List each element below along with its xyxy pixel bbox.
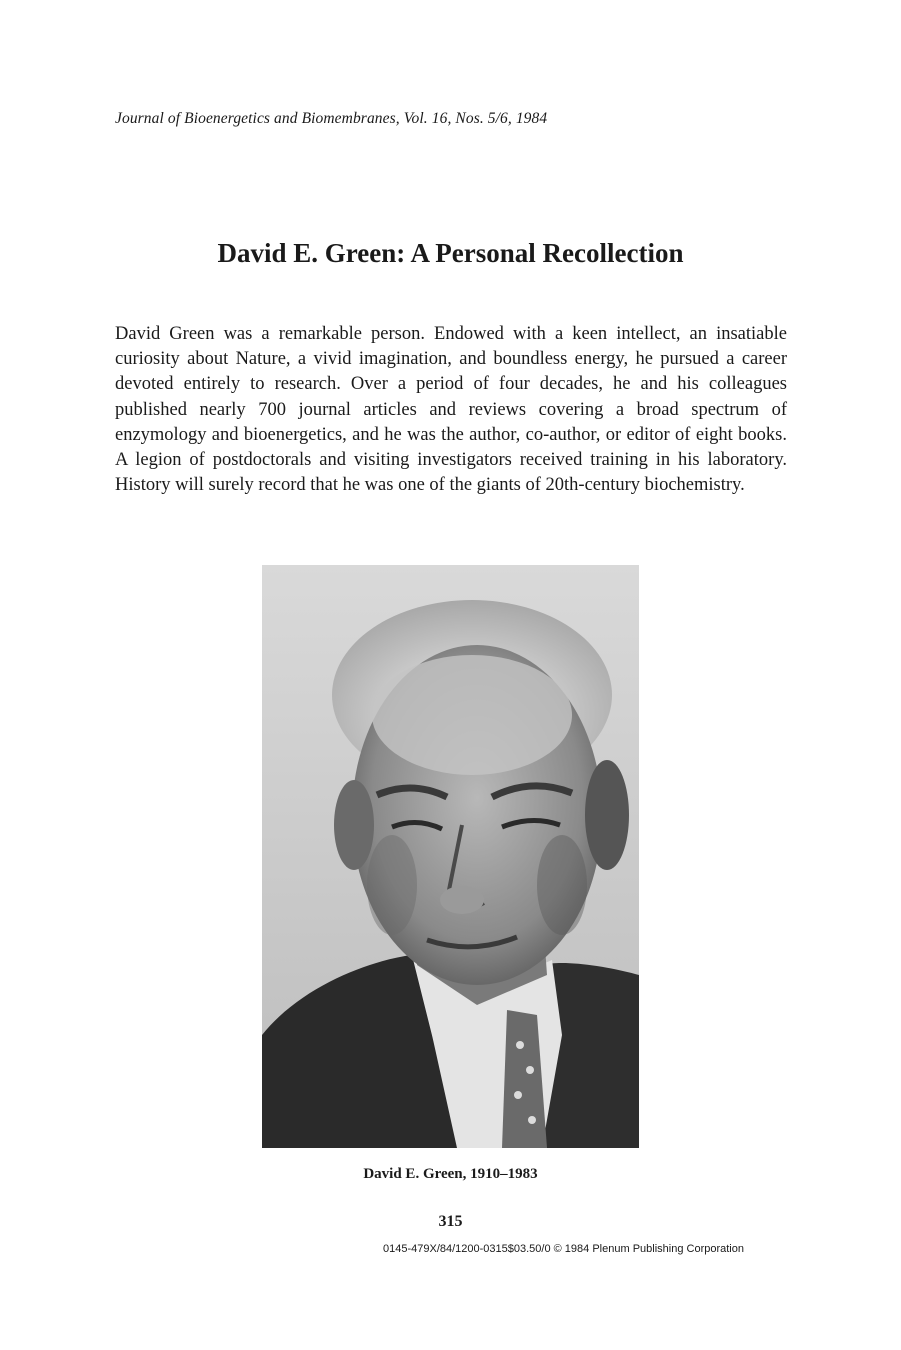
- body-paragraph: David Green was a remarkable person. Endowed with a keen intellect, an insatiable curiosity about Nature, a vivid imagination, and boundless energy, he pursued a career devoted entirely to research. Over a period of four decades, he and his colleagues published nearly 700 journal articles and reviews covering a broad spectrum of enzymology and bioenergetics, and he was the author, co-author, or editor of eight books. A legion of postdoctorals and visiting investigators received training in his laboratory. History will surely record that he was one of the giants of 20th-century biochemistry.: [115, 324, 787, 496]
- journal-header: Journal of Bioenergetics and Biomembranes, Vol. 16, Nos. 5/6, 1984: [115, 110, 548, 127]
- page-number: 315: [438, 1213, 463, 1230]
- portrait-illustration: [262, 565, 639, 1148]
- portrait-photo: [262, 565, 639, 1148]
- photo-caption: David E. Green, 1910–1983: [363, 1166, 538, 1182]
- article-title: David E. Green: A Personal Recollection: [217, 238, 684, 268]
- publication-line: 0145-479X/84/1200-0315$03.50/0 © 1984 Plenum Publishing Corporation: [383, 1243, 744, 1255]
